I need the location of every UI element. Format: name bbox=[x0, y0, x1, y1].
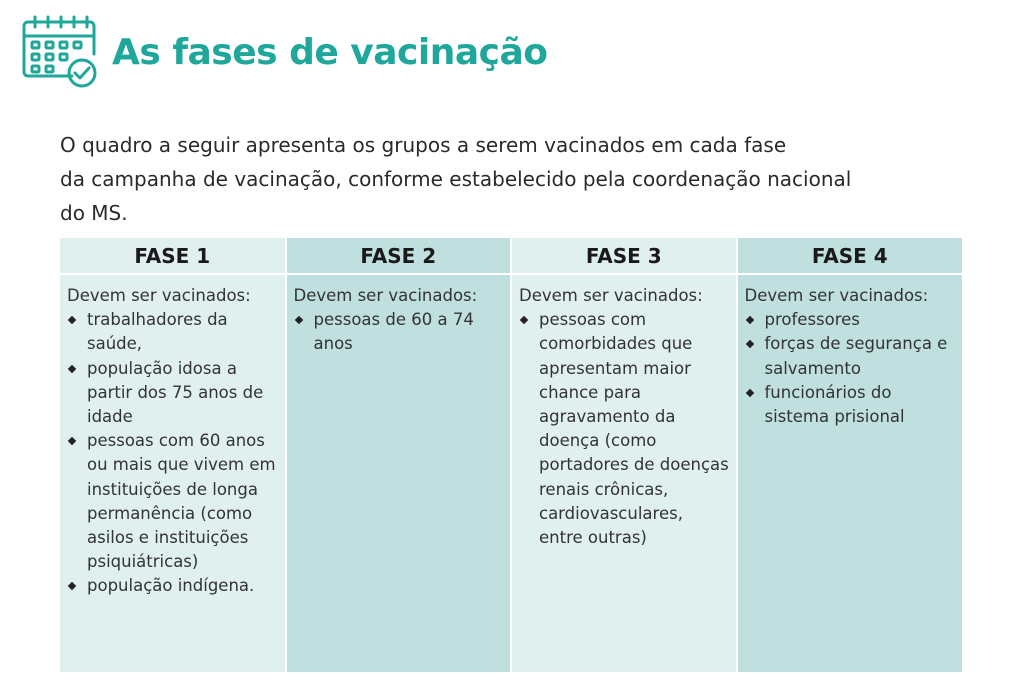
intro-line: do MS. bbox=[60, 201, 128, 225]
table-row bbox=[60, 274, 962, 672]
phase-2-list bbox=[294, 308, 505, 356]
phase-4-list bbox=[745, 308, 957, 429]
cell-intro: Devem ser vacinados: bbox=[744, 286, 929, 305]
phase-1-list bbox=[67, 308, 279, 598]
phase-3-header: FASE 3 bbox=[511, 238, 737, 274]
phase-3-cell bbox=[511, 274, 737, 672]
list-item: funcionários do sistema prisional bbox=[745, 381, 957, 429]
phase-4-header: FASE 4 bbox=[737, 238, 963, 274]
cell-intro: Devem ser vacinados: bbox=[293, 286, 478, 305]
phase-4-cell bbox=[737, 274, 963, 672]
intro-line: O quadro a seguir apresenta os grupos a serem vacinados em cada fase bbox=[60, 133, 787, 157]
page-header bbox=[20, 12, 548, 92]
intro-paragraph bbox=[60, 128, 960, 230]
phase-1-cell bbox=[60, 274, 286, 672]
phase-3-list bbox=[519, 308, 730, 550]
list-item: pessoas de 60 a 74 anos bbox=[294, 308, 505, 356]
cell-intro: Devem ser vacinados: bbox=[519, 286, 703, 305]
list-item: população indígena. bbox=[67, 574, 279, 598]
phase-2-header: FASE 2 bbox=[286, 238, 512, 274]
list-item: professores bbox=[745, 308, 957, 332]
vaccination-phases-table bbox=[60, 238, 962, 672]
list-item: pessoas com comorbidades que apresentam maior chance para agravamento da doença (como portadores de doenças renais crônicas, cardiovasculares, entre outras) bbox=[519, 308, 730, 550]
phase-1-header: FASE 1 bbox=[60, 238, 286, 274]
list-item: trabalhadores da saúde, bbox=[67, 308, 279, 356]
phase-2-cell bbox=[286, 274, 512, 672]
calendar-check-icon bbox=[20, 14, 100, 90]
list-item: forças de segurança e salvamento bbox=[745, 332, 957, 380]
list-item: população idosa a partir dos 75 anos de idade bbox=[67, 357, 279, 430]
page-title: As fases de vacinação bbox=[112, 31, 548, 73]
cell-intro: Devem ser vacinados: bbox=[67, 286, 251, 305]
table-header-row bbox=[60, 238, 962, 274]
intro-line: da campanha de vacinação, conforme estabelecido pela coordenação nacional bbox=[60, 167, 852, 191]
list-item: pessoas com 60 anos ou mais que vivem em instituições de longa permanência (como asilos e instituições psiquiátricas) bbox=[67, 429, 279, 574]
